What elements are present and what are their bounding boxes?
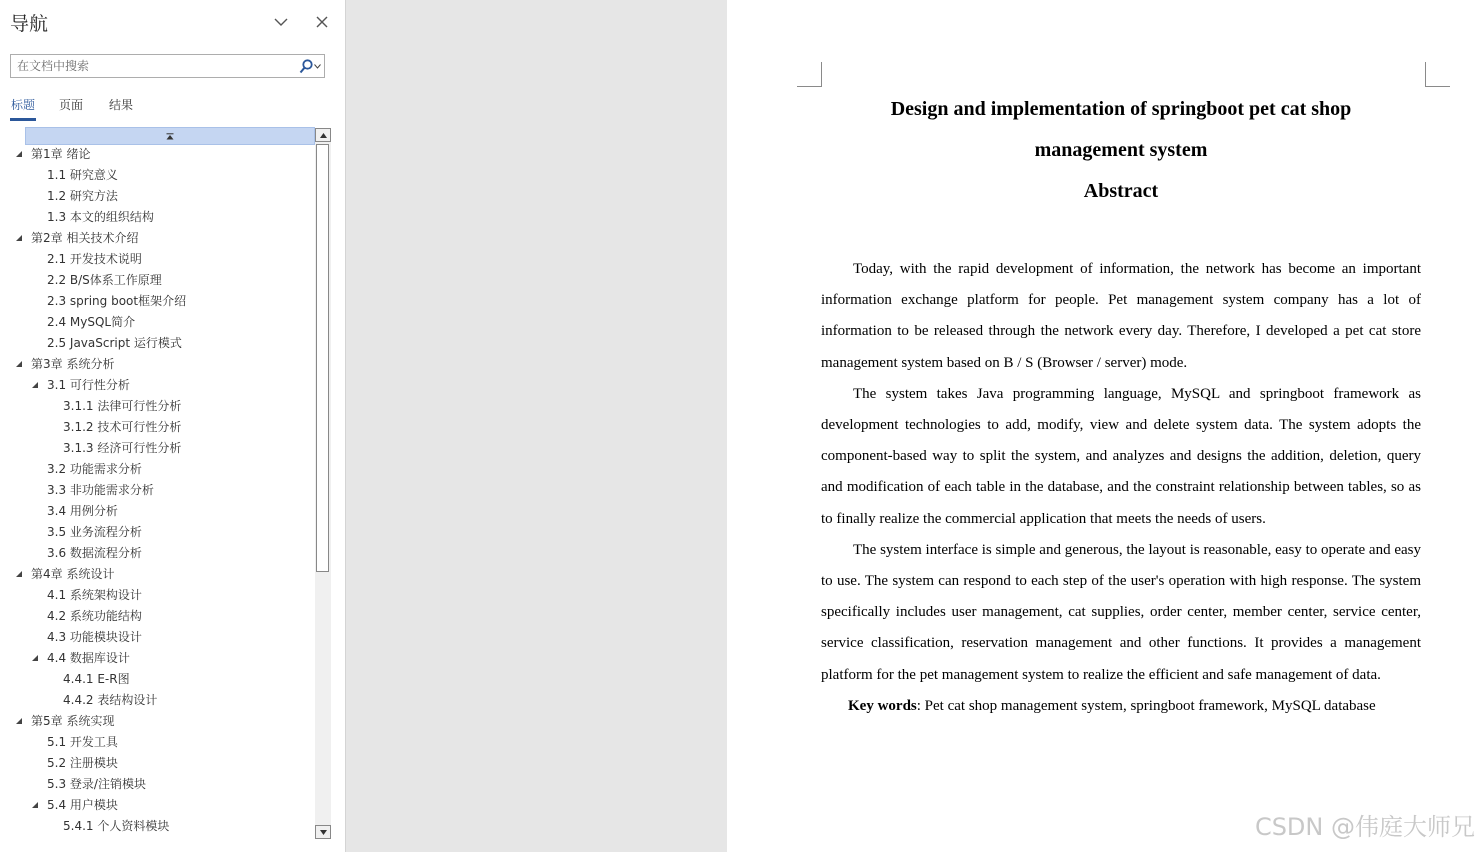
tree-item-label: 第1章 绪论 xyxy=(31,147,91,161)
search-input[interactable] xyxy=(11,55,297,77)
expanded-triangle-icon[interactable] xyxy=(15,570,23,578)
tree-item-label: 第5章 系统实现 xyxy=(31,714,115,728)
tree-item[interactable] xyxy=(10,249,315,270)
scroll-up-button[interactable] xyxy=(315,128,331,142)
expanded-triangle-icon[interactable] xyxy=(31,381,39,389)
tree-item-label: 4.4 数据库设计 xyxy=(47,651,130,665)
tree-item[interactable] xyxy=(10,438,315,459)
abstract-paragraph-2: The system takes Java programming language, MySQL and springboot framework as development technologies to add, modify, view and delete system data. The system adopts the component-based way to split the system, and analyzes and designs the addition, deletion, query and modification of each table in the database, and the constraint relationship between tables, so as to finally realize the commercial application that meets the needs of users. xyxy=(821,385,1421,527)
tree-item[interactable] xyxy=(10,333,315,354)
keywords-label: Key words xyxy=(848,697,917,714)
tree-item-label: 1.1 研究意义 xyxy=(47,168,118,182)
tree-collapse-all-button[interactable] xyxy=(25,127,315,145)
tree-item[interactable] xyxy=(10,312,315,333)
tree-item[interactable] xyxy=(10,165,315,186)
tree-item-label: 5.1 开发工具 xyxy=(47,735,118,749)
expanded-triangle-icon[interactable] xyxy=(31,801,39,809)
tree-item[interactable] xyxy=(10,774,315,795)
abstract-heading: Abstract xyxy=(1083,180,1159,202)
tree-item-label: 2.1 开发技术说明 xyxy=(47,252,142,266)
tree-item-label: 1.3 本文的组织结构 xyxy=(47,210,154,224)
tree-item[interactable] xyxy=(10,459,315,480)
nav-title: 导航 xyxy=(10,13,49,35)
tree-item-label: 4.4.2 表结构设计 xyxy=(63,693,158,707)
nav-close-button[interactable] xyxy=(311,11,333,33)
tree-item-label: 5.3 登录/注销模块 xyxy=(47,777,146,791)
tree-item[interactable] xyxy=(10,270,315,291)
tree-item[interactable] xyxy=(10,690,315,711)
tree-item[interactable] xyxy=(10,627,315,648)
tree-item[interactable] xyxy=(10,396,315,417)
tree-item[interactable] xyxy=(10,522,315,543)
tree-item[interactable] xyxy=(10,417,315,438)
close-icon xyxy=(316,16,328,28)
tree-item-label: 3.2 功能需求分析 xyxy=(47,462,142,476)
tree-item-label: 3.5 业务流程分析 xyxy=(47,525,142,539)
tree-item[interactable] xyxy=(10,207,315,228)
abstract-body xyxy=(821,254,1421,722)
navigation-pane xyxy=(0,0,346,852)
tree-item-label: 2.3 spring boot框架介绍 xyxy=(47,294,187,308)
collapse-up-icon xyxy=(166,133,174,140)
tree-item-label: 3.3 非功能需求分析 xyxy=(47,483,154,497)
expanded-triangle-icon[interactable] xyxy=(31,654,39,662)
expanded-triangle-icon[interactable] xyxy=(15,234,23,242)
tree-item-label: 5.4.1 个人资料模块 xyxy=(63,819,170,833)
triangle-up-icon xyxy=(320,133,327,138)
tree-item-label: 3.1.1 法律可行性分析 xyxy=(63,399,182,413)
crop-mark-top-right xyxy=(1425,62,1450,87)
tree-item-label: 第3章 系统分析 xyxy=(31,357,115,371)
heading-tree xyxy=(10,127,315,839)
tree-item[interactable] xyxy=(10,585,315,606)
tree-item-label: 2.5 JavaScript 运行模式 xyxy=(47,336,182,350)
expanded-triangle-icon[interactable] xyxy=(15,360,23,368)
tree-item-label: 3.1.2 技术可行性分析 xyxy=(63,420,182,434)
keywords-line xyxy=(821,691,1421,722)
tree-item-label: 3.1.3 经济可行性分析 xyxy=(63,441,182,455)
expanded-triangle-icon[interactable] xyxy=(15,150,23,158)
tree-item-label: 5.4 用户模块 xyxy=(47,798,118,812)
tree-item[interactable] xyxy=(10,480,315,501)
tree-item[interactable] xyxy=(10,291,315,312)
tree-item-label: 2.4 MySQL简介 xyxy=(47,315,136,329)
dropdown-arrow-icon xyxy=(314,64,321,69)
document-page[interactable] xyxy=(727,0,1481,852)
active-tab-indicator xyxy=(10,118,36,121)
nav-options-button[interactable] xyxy=(270,11,292,33)
tab-pages[interactable]: 页面 xyxy=(59,98,84,112)
tree-item[interactable] xyxy=(10,816,315,837)
tree-item-label: 1.2 研究方法 xyxy=(47,189,118,203)
tree-item[interactable] xyxy=(10,543,315,564)
search-box xyxy=(10,54,325,78)
tree-item[interactable] xyxy=(10,144,315,165)
crop-mark-top-left xyxy=(797,62,822,87)
scroll-down-button[interactable] xyxy=(315,825,331,839)
tree-item[interactable] xyxy=(10,732,315,753)
tree-item[interactable] xyxy=(10,186,315,207)
scroll-thumb[interactable] xyxy=(316,144,329,572)
tree-item[interactable] xyxy=(10,648,315,669)
tree-scrollbar[interactable] xyxy=(315,128,331,839)
document-title-line-2: management system xyxy=(1034,139,1208,161)
search-icon xyxy=(299,59,313,74)
search-button[interactable] xyxy=(293,57,321,75)
tree-item-label: 4.1 系统架构设计 xyxy=(47,588,142,602)
tree-item-label: 4.2 系统功能结构 xyxy=(47,609,142,623)
abstract-paragraph-1: Today, with the rapid development of information, the network has become an important information exchange platform for people. Pet management system company has a lot of information to be released through the network every day. Therefore, I developed a pet cat store management system based on B / S (Browser / server) mode. xyxy=(821,261,1421,371)
tree-item[interactable] xyxy=(10,501,315,522)
tree-item[interactable] xyxy=(10,354,315,375)
chevron-down-icon xyxy=(274,18,288,27)
csdn-watermark: CSDN @伟庭大师兄 xyxy=(1254,813,1475,841)
tab-headings[interactable]: 标题 xyxy=(11,98,36,112)
tree-item-label: 第4章 系统设计 xyxy=(31,567,115,581)
tree-item-label: 5.2 注册模块 xyxy=(47,756,118,770)
tree-item[interactable] xyxy=(10,375,315,396)
tree-item-label: 第2章 相关技术介绍 xyxy=(31,231,139,245)
tree-item-label: 3.6 数据流程分析 xyxy=(47,546,142,560)
tree-item-label: 4.3 功能模块设计 xyxy=(47,630,142,644)
tree-item[interactable] xyxy=(10,228,315,249)
tab-results[interactable]: 结果 xyxy=(109,98,134,112)
document-title-line-1: Design and implementation of springboot pet cat shop xyxy=(890,98,1352,120)
abstract-paragraph-3: The system interface is simple and generous, the layout is reasonable, easy to operate and easy to use. The system can respond to each step of the user's operation with high response. The system specifically includes user management, cat supplies, order center, member center, service center, service classification, reservation management and other functions. It provides a management platform for the pet management system to realize the efficient and safe management of data. xyxy=(821,541,1421,683)
keywords-text: : Pet cat shop management system, springboot framework, MySQL database xyxy=(916,697,1376,714)
tree-item-label: 3.4 用例分析 xyxy=(47,504,118,518)
tree-item[interactable] xyxy=(10,711,315,732)
tree-item[interactable] xyxy=(10,669,315,690)
tree-item[interactable] xyxy=(10,753,315,774)
tree-item-label: 2.2 B/S体系工作原理 xyxy=(47,273,162,287)
tree-item[interactable] xyxy=(10,795,315,816)
tree-item[interactable] xyxy=(10,564,315,585)
tree-item[interactable] xyxy=(10,606,315,627)
triangle-down-icon xyxy=(320,830,327,835)
expanded-triangle-icon[interactable] xyxy=(15,717,23,725)
tree-item-label: 4.4.1 E-R图 xyxy=(63,672,130,686)
tree-item-label: 3.1 可行性分析 xyxy=(47,378,130,392)
